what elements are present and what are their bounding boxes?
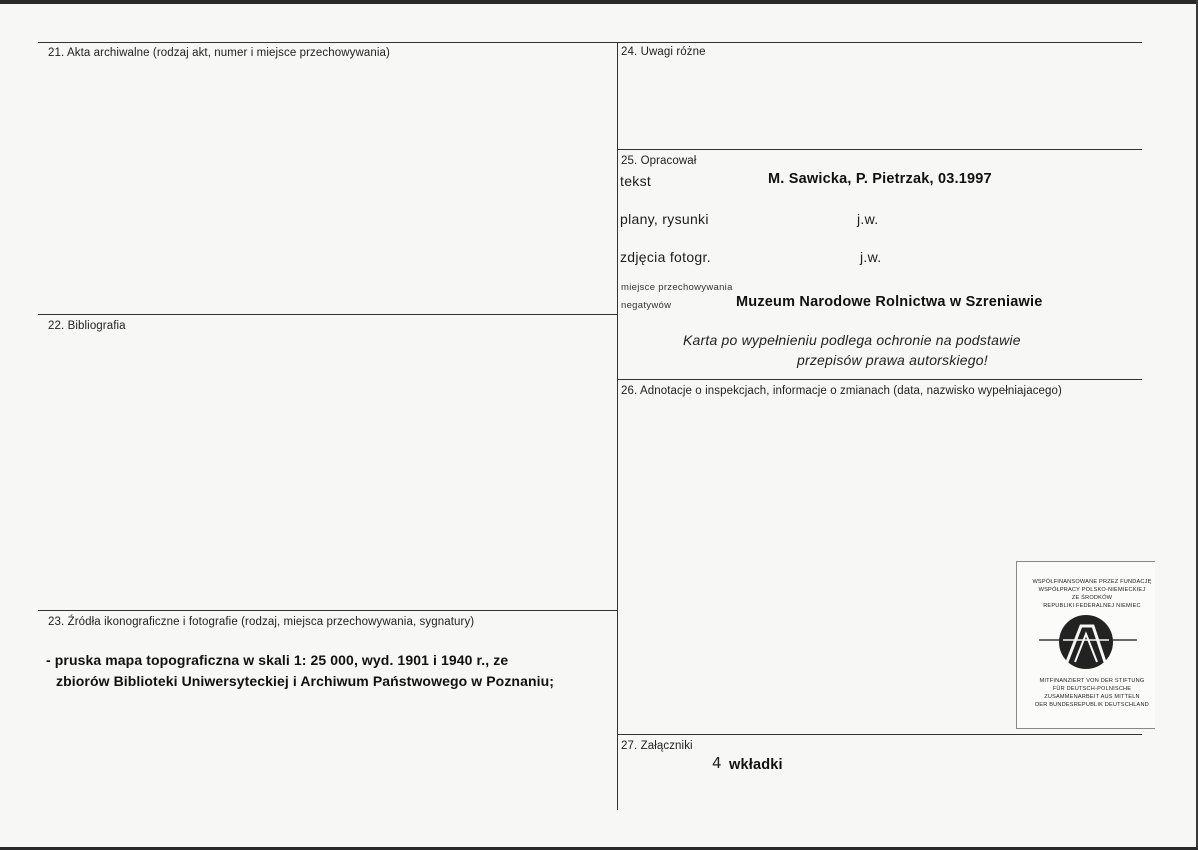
negatywow-value: Muzeum Narodowe Rolnictwa w Szreniawie [736, 294, 1043, 310]
sponsor-top-line-1: WSPÓŁFINANSOWANE PRZEZ FUNDACJĘ [1032, 579, 1152, 585]
tekst-label: tekst [620, 173, 652, 189]
section-26-label: 26. Adnotacje o inspekcjach, informacje o zmianach (data, nazwisko wypełniajacego) [621, 385, 1062, 397]
sponsor-box [1016, 561, 1155, 729]
section-27-label: 27. Załączniki [621, 740, 693, 752]
rule-22-23 [38, 610, 617, 611]
section-25-label: 25. Opracował [621, 155, 697, 167]
section-22-label: 22. Bibliografia [48, 320, 126, 332]
sponsor-top-line-4: REPUBLIKI FEDERALNEJ NIEMIEC [1043, 603, 1141, 609]
attachment-count: 4 [712, 754, 722, 772]
scan-edge-top [0, 0, 1198, 4]
copyright-notice-line-2: przepisów prawa autorskiego! [797, 352, 988, 368]
foundation-logo-icon [1017, 612, 1155, 678]
sponsor-bottom-line-4: DER BUNDESREPUBLIK DEUTSCHLAND [1035, 702, 1149, 708]
section-21-label: 21. Akta archiwalne (rodzaj akt, numer i miejsce przechowywania) [48, 47, 390, 59]
sponsor-bottom-line-2: FÜR DEUTSCH-POLNISCHE [1052, 686, 1132, 692]
iconography-line-1: - pruska mapa topograficzna w skali 1: 25 000, wyd. 1901 i 1940 r., ze [46, 652, 509, 668]
section-24-label: 24. Uwagi różne [621, 46, 706, 58]
rule-24-25 [617, 149, 1142, 150]
sponsor-bottom-line-3: ZUSAMMENARBEIT AUS MITTELN [1044, 694, 1140, 700]
zdjecia-label: zdjęcia fotogr. [620, 249, 711, 265]
attachment-value: wkładki [729, 757, 783, 773]
plany-label: plany, rysunki [620, 211, 709, 227]
sponsor-top-line-2: WSPÓŁPRACY POLSKO-NIEMIECKIEJ [1038, 587, 1146, 593]
sponsor-top-line-3: ZE ŚRODKÓW [1071, 595, 1113, 601]
zdjecia-value: j.w. [860, 249, 882, 265]
rule-25-26 [617, 379, 1142, 380]
plany-value: j.w. [857, 211, 879, 227]
tekst-value: M. Sawicka, P. Pietrzak, 03.1997 [768, 171, 992, 187]
section-23-label: 23. Źródła ikonograficzne i fotografie (rodzaj, miejsca przechowywania, sygnatury) [48, 616, 475, 628]
rule-26-27 [617, 734, 1142, 735]
rule-21-22 [38, 314, 617, 315]
sponsor-bottom-line-1: MITFINANZIERT VON DER STIFTUNG [1039, 678, 1145, 684]
top-rule [38, 42, 1142, 43]
iconography-line-2: zbiorów Biblioteki Uniwersyteckiej i Archiwum Państwowego w Poznaniu; [56, 673, 555, 689]
miejsce-label: miejsce przechowywania [621, 282, 733, 293]
center-divider [617, 42, 618, 810]
copyright-notice-line-1: Karta po wypełnieniu podlega ochronie na podstawie [683, 332, 1021, 348]
negatywow-label: negatywów [621, 300, 672, 311]
